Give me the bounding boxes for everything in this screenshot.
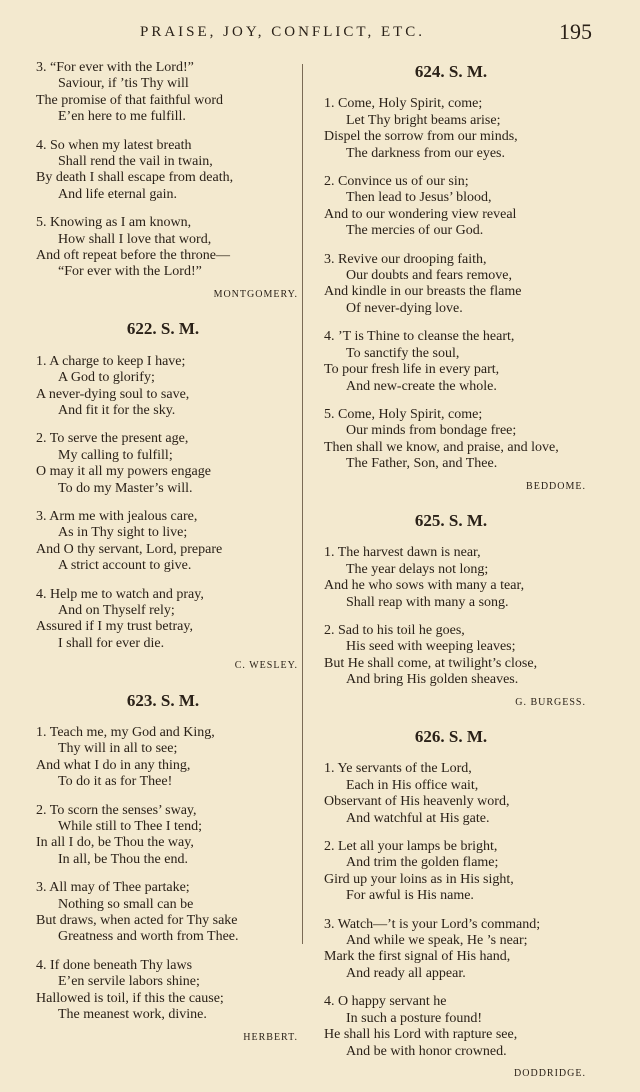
author-attribution: G. BURGESS. — [515, 696, 586, 708]
verse-line: To do it as for Thee! — [58, 774, 173, 790]
hymn-625 — [316, 510, 586, 711]
verse-line: I shall for ever die. — [58, 635, 165, 651]
verse-line: The darkness from our eyes. — [346, 145, 506, 161]
left-column — [28, 60, 298, 1056]
verse-line: A God to glorify; — [58, 370, 155, 386]
verse-line: O may it all my powers engage — [36, 464, 211, 480]
stanza — [28, 509, 298, 575]
verse-line: To do my Master’s will. — [58, 480, 193, 496]
hymn-number: 625. S. M. — [414, 510, 488, 530]
verse-line: In such a posture found! — [346, 1010, 483, 1026]
verse-line: 5. Knowing as I am known, — [36, 215, 192, 231]
verse-line: While still to Thee I tend; — [58, 819, 202, 835]
verse-line: The promise of that faithful word — [36, 92, 224, 108]
verse-line: My calling to fulfill; — [58, 447, 173, 463]
verse-line: And ready all appear. — [346, 965, 466, 981]
verse-line: Saviour, if ’tis Thy will — [58, 76, 189, 92]
verse-line: For awful is His name. — [346, 888, 474, 904]
verse-line: And he who sows with many a tear, — [324, 578, 525, 594]
stanza — [316, 623, 586, 689]
hymn-number: 626. S. M. — [414, 727, 488, 746]
verse-line: Gird up your loins as in His sight, — [324, 871, 514, 887]
stanza — [316, 96, 586, 162]
verse-line: 3. All may of Thee partake; — [36, 880, 190, 896]
author-attribution: DODDRIDGE. — [514, 1067, 586, 1079]
verse-line: 2. Let all your lamps be bright, — [324, 839, 498, 855]
verse-line: The year delays not long; — [346, 561, 489, 577]
stanza — [28, 354, 298, 420]
verse-line: And new-create the whole. — [346, 378, 497, 394]
stanza — [28, 958, 298, 1024]
verse-line: And O thy servant, Lord, prepare — [36, 541, 223, 557]
verse-line: 1. The harvest dawn is near, — [324, 545, 481, 561]
hymn-number: 622. S. M. — [126, 319, 200, 339]
author-attribution: C. WESLEY. — [234, 660, 298, 672]
verse-line: And be with honor crowned. — [346, 1043, 507, 1059]
verse-line: But draws, when acted for Thy sake — [36, 913, 238, 929]
stanza — [28, 880, 298, 946]
stanza — [316, 994, 586, 1060]
stanza — [316, 761, 586, 827]
verse-line: By death I shall escape from death, — [36, 170, 234, 186]
verse-line: He shall his Lord with rapture see, — [324, 1027, 518, 1043]
verse-line: In all, be Thou the end. — [58, 851, 188, 867]
verse-line: Assured if I my trust betray, — [36, 619, 193, 635]
stanza — [28, 431, 298, 497]
stanza — [316, 329, 586, 395]
verse-line: 4. So when my latest breath — [36, 137, 192, 153]
verse-line: 4. If done beneath Thy laws — [36, 957, 193, 973]
hymn-number: 624. S. M. — [414, 62, 488, 81]
stanza — [28, 60, 298, 126]
stanza — [316, 917, 586, 983]
verse-line: A never-dying soul to save, — [36, 386, 190, 402]
verse-line: And on Thyself rely; — [58, 602, 175, 618]
stanza — [28, 803, 298, 869]
hymn-624 — [316, 64, 586, 495]
stanza — [316, 839, 586, 905]
verse-line: Hallowed is toil, if this the cause; — [36, 990, 224, 1006]
verse-line: In all I do, be Thou the way, — [36, 835, 194, 851]
hymn-continuation — [28, 60, 298, 303]
verse-line: 2. Sad to his toil he goes, — [324, 622, 465, 638]
stanza — [28, 138, 298, 204]
verse-line: To pour fresh life in every part, — [324, 362, 500, 378]
verse-line: Shall reap with many a song. — [346, 594, 509, 610]
verse-line: His seed with weeping leaves; — [346, 639, 516, 655]
verse-line: 3. Watch—’t is your Lord’s command; — [324, 916, 541, 932]
author-attribution: HERBERT. — [243, 1031, 298, 1043]
stanza — [28, 587, 298, 653]
verse-line: Thy will in all to see; — [58, 741, 178, 757]
verse-line: Dispel the sorrow from our minds, — [324, 129, 518, 145]
verse-line: 4. ’T is Thine to cleanse the heart, — [324, 329, 515, 345]
column-divider — [302, 64, 303, 944]
verse-line: 1. Ye servants of the Lord, — [324, 761, 472, 777]
verse-line: And to our wondering view reveal — [324, 206, 517, 222]
verse-line: The Father, Son, and Thee. — [346, 456, 498, 472]
verse-line: 2. To serve the present age, — [36, 431, 189, 447]
verse-line: How shall I love that word, — [58, 231, 212, 247]
stanza — [316, 174, 586, 240]
verse-line: As in Thy sight to live; — [58, 525, 188, 541]
verse-line: And bring His golden sheaves. — [346, 672, 519, 688]
verse-line: Then lead to Jesus’ blood, — [346, 190, 492, 206]
verse-line: To sanctify the soul, — [346, 345, 460, 361]
author-attribution: MONTGOMERY. — [213, 288, 298, 300]
verse-line: 3. Arm me with jealous care, — [36, 508, 198, 524]
verse-line: And while we speak, He ’s near; — [346, 933, 528, 949]
verse-line: 3. “For ever with the Lord!” — [36, 60, 194, 75]
verse-line: 3. Revive our drooping faith, — [324, 251, 487, 267]
hymn-626 — [316, 729, 586, 1082]
verse-line: 1. Teach me, my God and King, — [36, 725, 215, 740]
verse-line: Our minds from bondage free; — [346, 423, 517, 439]
verse-line: A strict account to give. — [58, 558, 192, 574]
verse-line: Shall rend the vail in twain, — [58, 154, 213, 170]
verse-line: The mercies of our God. — [346, 223, 484, 239]
verse-line: Our doubts and fears remove, — [346, 268, 513, 284]
verse-line: E’en servile labors shine; — [58, 974, 200, 990]
verse-line: Mark the first signal of His hand, — [324, 949, 511, 965]
stanza — [316, 545, 586, 611]
verse-line: And fit it for the sky. — [58, 402, 176, 418]
stanza — [316, 252, 586, 318]
verse-line: And trim the golden flame; — [346, 855, 499, 871]
hymn-number: 623. S. M. — [126, 690, 200, 710]
verse-line: But He shall come, at twilight’s close, — [324, 655, 538, 671]
verse-line: And kindle in our breasts the flame — [324, 284, 522, 300]
stanza — [316, 407, 586, 473]
verse-line: E’en here to me fulfill. — [58, 109, 186, 125]
verse-line: Greatness and worth from Thee. — [58, 929, 239, 945]
verse-line: 4. Help me to watch and pray, — [36, 586, 204, 602]
verse-line: And life eternal gain. — [58, 186, 177, 202]
page-number: 195 — [559, 19, 592, 44]
verse-line: 1. A charge to keep I have; — [36, 353, 186, 369]
verse-line: 4. O happy servant he — [324, 994, 447, 1010]
verse-line: 5. Come, Holy Spirit, come; — [324, 406, 483, 422]
stanza — [28, 215, 298, 281]
verse-line: The meanest work, divine. — [58, 1007, 207, 1023]
verse-line: 2. Convince us of our sin; — [324, 174, 469, 190]
verse-line: And what I do in any thing, — [36, 757, 191, 773]
running-title: PRAISE, JOY, CONFLICT, ETC. — [140, 24, 426, 40]
page-header — [0, 14, 640, 44]
verse-line: 1. Come, Holy Spirit, come; — [324, 96, 483, 112]
verse-line: “For ever with the Lord!” — [58, 264, 202, 280]
verse-line: And oft repeat before the throne— — [36, 248, 230, 264]
verse-line: Let Thy bright beams arise; — [346, 112, 501, 128]
verse-line: 2. To scorn the senses’ sway, — [36, 802, 197, 818]
right-column — [316, 60, 586, 1092]
verse-line: Observant of His heavenly word, — [324, 794, 510, 810]
hymn-623 — [28, 690, 298, 1046]
author-attribution: BEDDOME. — [526, 480, 586, 492]
verse-line: Each in His office wait, — [346, 777, 479, 793]
verse-line: Then shall we know, and praise, and love, — [324, 439, 559, 455]
hymn-622 — [28, 321, 298, 674]
verse-line: Of never-dying love. — [346, 300, 463, 316]
verse-line: And watchful at His gate. — [346, 810, 490, 826]
verse-line: Nothing so small can be — [58, 896, 194, 912]
stanza — [28, 725, 298, 791]
